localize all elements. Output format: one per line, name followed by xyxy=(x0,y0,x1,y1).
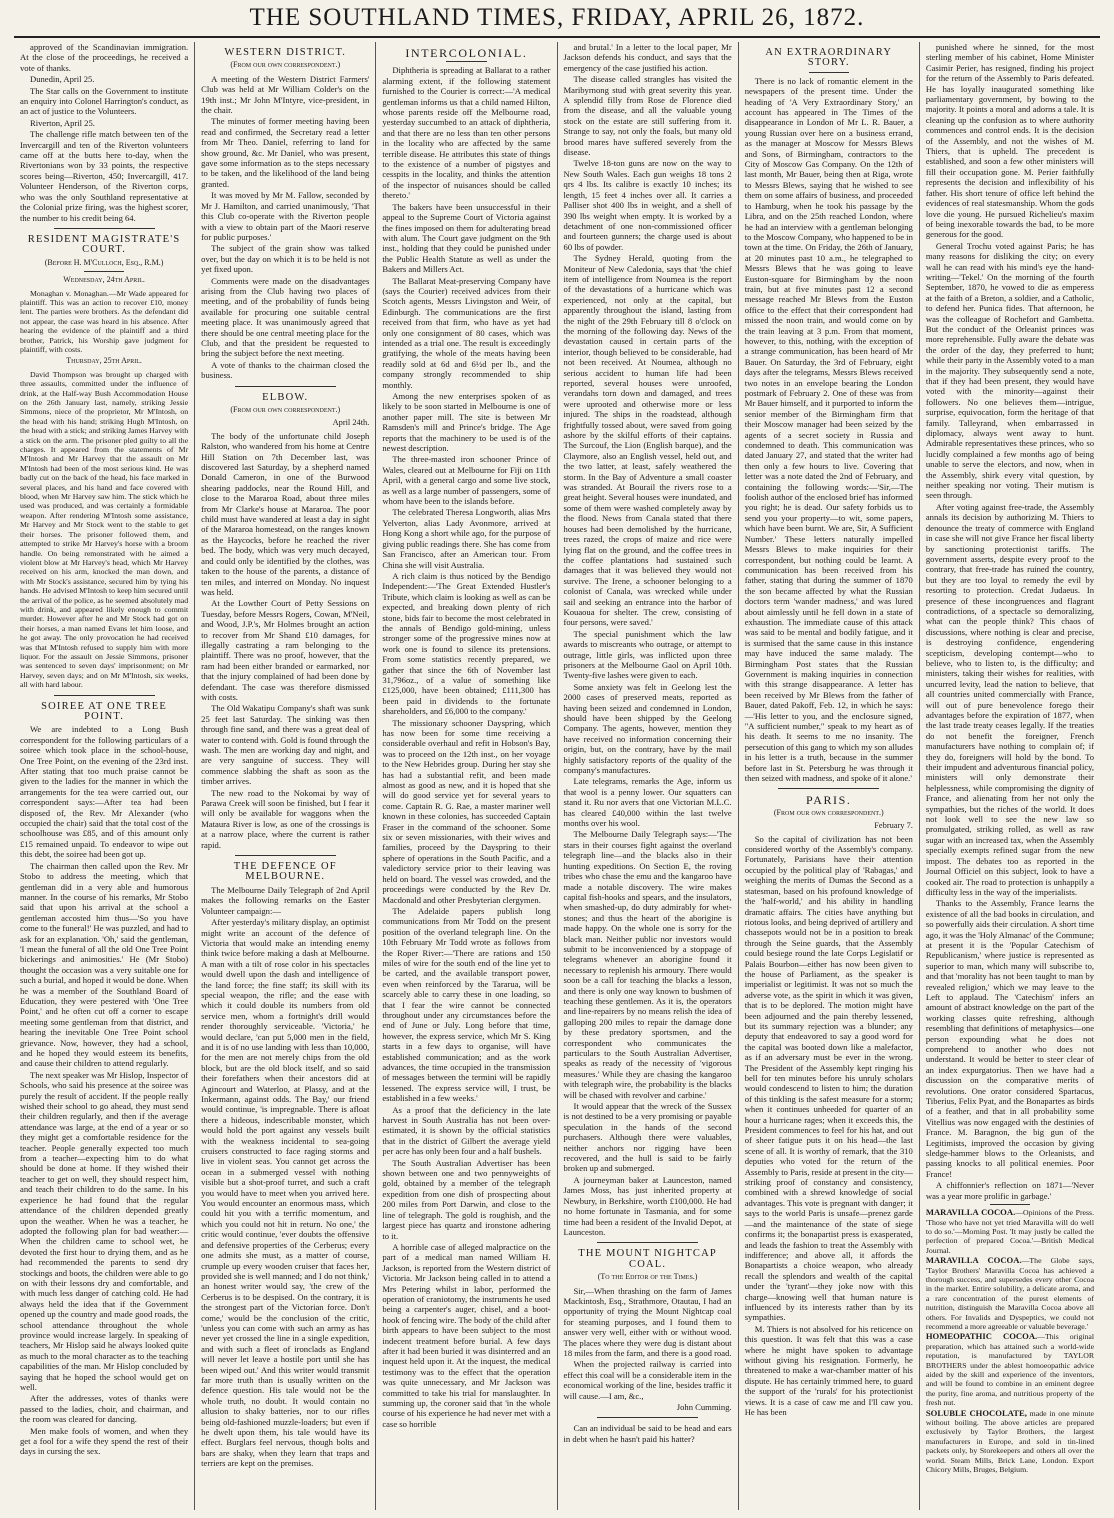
advertisement-title: SOLUBLE CHOCOLATE, xyxy=(925,1407,1027,1418)
paris-paragraph: So the capital of civilization has not been considered worthy of the Assembly's company. Fortunately, Parisians have their attention occupied by the political play of 'Rabagas,' and weighing the merits of Dumas the Second as a statesman, based on his profound knowledge of the 'half-world,' and his ability in handling dramatic affairs. The cities have anything but riotous looks, and being deprived of artillery and chassepots would not be in a position to break through the Seine guards, that the Assembly could besiege round the late Corps Legislatif or Palais Bourbon—either has now been given to the house of Parliament, as the speaker is imperialist or legitimist. It was not so much the adverse vote, as the spirit in which it was given, that is to be deplored. The motion might have been adjourned and the pain thereby lessened, but its summary rejection was a blunder; any deputy that endeavored to say a good word for the capital was booted down like a malefactor, as if an adversary must be ever in the wrong. The President of the Assembly kept ringing his bell for ten minutes before his unruly scholars would condescend to listen to him; the duration of this tinkling is the safest measure for a storm; when it continues unheeded for quarter of an hour a hurricane rages; when it exceeds this, the President commences to feel for his hat, and out of sheer fatigue puts it on his head—the last scene of all. It is worthy of remark, that the 310 deputies who voted for the return of the Assembly to Paris, reside at present in the city—striking proof of constancy and consistency, combined with a shrewd knowledge of social advantages. This vote is pregnant with danger; it says to the world Paris is unsafe—prenez garde—and the maintenance of the state of siege confirms it; the bonapartist press is exasperated, and leads the fashion to treat the Assembly with indifference; and above all, it affords the Bonapartists a choice weapon, who already recall the splendors and wealth of the capital under the 'tyrant'—they joke now with this charge—knowing well that human nature is influenced by its interests rather than by its sympathies. xyxy=(744,833,913,1323)
story-article xyxy=(745,76,913,784)
western-paragraph: It was moved by Mr M. Fallow, seconded by Mr J. Hamilton, and carried unanimously, 'That this Club co-operate with the Riverton people with a view to obtain part of the Maori reserve for public purposes.' xyxy=(201,190,370,242)
coal-letter xyxy=(564,1286,732,1401)
section-subheading: (From our own correspondent.) xyxy=(230,405,341,414)
section-heading: RESIDENT MAGISTRATE'S COURT. xyxy=(27,233,181,256)
intercolonial-paragraph: The three-masted iron schooner Prince of Wales, cleared out at Melbourne for Fiji on 11th April, with a general cargo and some live stock, as well as a large number of passengers, some of whom have been to the islands before. xyxy=(382,454,551,507)
section-heading: INTERCOLONIAL. xyxy=(405,46,528,60)
news-briefs xyxy=(20,42,188,223)
riddle: Can an individual be said to be head and ears in debt when he hasn't paid his hatter? xyxy=(563,1423,732,1444)
divider xyxy=(446,61,486,62)
divider xyxy=(84,271,124,272)
intercolonial-paragraph: The Sydney Herald, quoting from the Moniteur of New Caledonia, says that 'the chief item of intelligence from Noumea is the report of the devastations of a hurricane which was experienced, not only at the capital, but apparently throughout the island, lasting from the night of the 29th February till 8 o'clock on the morning of the following day. News of the devastation caused in certain parts of the interior, though believed to be considerable, had not been received. At Noumea, although no serious accident to human life had been reported, several houses were unroofed, verandahs torn down and damaged, and trees were uprooted and otherwise more or less injured. The ships in the roadstead, although frightfully tossed about, were saved from going ashore by the skilful efforts of their captains. The Surcouf, the Lion (English barque), and the Claymore, also an English vessel, held out, and the two latter, at least, safely weathered the storm. In the Bay of Adventure a small coaster was stranded. At Bourail the rivers rose to a great height. Several houses were inundated, and some of them were washed completely away by the flood. News from Canala stated that there houses had been demolished by the hurricane, trees razed, the crops of maize and rice were lying flat on the ground, and the coffee trees in the coffee plantations had sustained such damages that it was believed they would not survive. The Irene, a schooner belonging to a colonist of Canala, was wrecked while under sail and seeking an entrance into the harbor of Kouaoua for shelter. The crew, consisting of four persons, were saved.' xyxy=(563,253,732,628)
soiree-paragraph: The chairman then called upon the Rev. Mr Stobo to address the meeting, which that gentleman did in a very able and humorous manner. In the course of his remarks, Mr Stobo said that upon his arrival at the school a gentleman accosted him thus—'So you have come to the funeral!' He was puzzled, and had to ask for an explanation. 'Oh,' said the gentleman, 'I mean the funeral of all the old One Tree Point bickerings and animosities.' He (Mr Stobo) thought the occasion was a very suitable one for such a burial, and hoped it would be done. When he was a member of the Southland Board of Education, they were pestered with 'One Tree Point,' and he often cut off a corner to escape meeting some gentleman from that district, and hearing the inevitable One Tree Point school grievance. Now, however, they had a school, and he hoped they would esteem its benefits, and cause their children to attend regularly. xyxy=(20,860,189,1069)
western-paragraph: The minutes of former meeting having been read and confirmed, the Secretary read a letter from Mr Theo. Daniel, referring to land for show ground, &c. Mr Daniel, who was present, gave some information as to the steps necessary to be taken, and the likelihood of the land being granted. xyxy=(201,116,370,189)
letter-paragraph: Sir,—When thrashing on the farm of James Mackintosh, Esq., Strathmore, Otautau, I had an opportunity of trying the Mount Nightcap coal for steaming purposes, and I found them to answer very well, either with or without wood. The places where they were dug is distant about 18 miles from the farm, and there is a good road. xyxy=(563,1285,732,1358)
intercolonial-paragraph: The missionary schooner Dayspring, which has now been for some time receiving a considerable overhaul and refit in Hobson's Bay, was to proceed on the 12th inst., on her voyage to the New Hebrides group. During her stay she has had a substantial refit, and been made almost as good as new, and it is hoped that she will do good service yet for several years to come. Captain R. G. Rae, a master mariner well known in these colonies, has succeeded Captain Fraser in the command of the schooner. Some six or seven missionaries, with their wives and families, proceed by the Dayspring to their sphere of operations in the South Pacific, and a valedictory service prior to their leaving was held on board. The vessel was crowded, and the proceedings were conducted by the Rev Dr. Macdonald and other Presbyterian clergymen. xyxy=(382,717,551,905)
dateline: April 24th. xyxy=(332,418,370,428)
intercolonial-paragraph: Some anxiety was felt in Geelong lest the 2000 cases of preserved meats, reported as having been seized and condemned in London, should have been shipped by the Geelong Company. The agents, however, mention they have received no information concerning their origin, but, on the contrary, have by the mail highly satisfactory reports of the quality of the company's manufactures. xyxy=(563,681,732,776)
elbow-paragraph: At the Lowther Court of Petty Sessions on Tuesday, before Messrs Rogers, Cowan, M'Neil, and Wood, J.P.'s, Mr Holmes brought an action to recover from Mr Shand £10 damages, for illegally castrating a ram belonging to the plaintiff. There was no proof, however, that the ram had been either branded or earmarked, nor that the injury complained of had been done by defendant. The case was therefore dismissed with costs. xyxy=(201,598,370,702)
paris-article xyxy=(745,834,913,1418)
paris-paragraph: M. Thiers is not absolved for his reticence on this question. It was felt that this was a case where he might have spoken to advantage without giving his resignation. Formerly, he threatened to make a war-chamber matter of his dispute. He has certainly trimmed here, to guard the support of the 'rurals' for his protectionist views. It is a case of caw me and I'll caw you. He has been xyxy=(744,1323,913,1417)
intercolonial-paragraph: The Adelaide papers publish long communications from Mr Todd on the present position of the overland telegraph line. On the 10th February Mr Todd wrote as follows from the Roper River:—'There are rations and 150 miles of wire for the south end of the line yet to be carted, and the available transport power, even when reinforced by the Tararua, will be scarcely able to carry these in one loading, so that I fear the wire cannot be connected throughout under any circumstances before the end of June or July. Long before that time, however, the express service, which Mr S. King starts in a few days to organise, will have established communication; and as the work advances, the time occupied in the transmission of messages between the termini will be rapidly lessened. The express service will, I trust, be established in a few weeks.' xyxy=(382,905,551,1104)
paris-paragraph: Thanks to the Assembly, France learns the existence of all the bad books in circulation, and so powerfully aids their circulation. A short time ago, it was the 'Holy Almanac' of the Commune; at present it is the 'Popular Catechism of Republicanism,' where justice is represented as superior to man, which many will subscribe to, and that 'morality has not been taught to man by revealed religion,' which we may leave to the Left to applaud. The 'Catechism' infers an amount of abstract knowledge on the part of the working classes quite refreshing, although resembling that definitions of metaphysics—one person expounding what he does not comprehend to another who does not understand. It would be better to steer clear of an index expurgatorius. Then we have had a discussion on the comparative merits of revolutions. One orator considered Spartacus, Tiberius, Felix Pyat, and the Bonapartes as birds of a feather, and that in all probability some Vitellius was now engaged with the destinies of France. M. Baragnon, the big gun of the Legitimists, improved the occasion by giving sledge-hammer blows to the Orleanists, and passing knocks to all political enemies. Poor France! xyxy=(925,898,1095,1179)
intercolonial-paragraph: A journeyman baker at Launceston, named James Moss, has just inherited property at Newbury, in Berkshire, worth £100,000. He had no home fortunate in Tasmania, and for some time had been a resident of the Invalid Depot, at Launceston. xyxy=(563,1174,732,1237)
intercolonial-paragraph: The Ballarat Meat-preserving Company have (says the Courier) received advices from their Scotch agents, Messrs Livingston and Weir, of Edinburgh. The communications are the first received from that firm, who have as yet had only one consignment of 80 cases, which was intended as a trial one. The result is exceedingly gratifying, the whole of the meats having been readily sold at 6d and 6½d per lb., and the company strongly recommended to ship monthly. xyxy=(382,275,551,390)
divider xyxy=(235,855,336,856)
advertisement xyxy=(926,1409,1094,1475)
section-heading: SOIREE AT ONE TREE POINT. xyxy=(41,700,168,722)
news-paragraph: Dunedin, April 25. xyxy=(30,74,95,85)
advertisement-title: MARAVILLA COCOA. xyxy=(925,1255,1022,1266)
section-heading: PARIS. xyxy=(806,793,852,808)
western-paragraph: The subject of the grain show was talked over, but the day on which it is to be held is not yet fixed upon. xyxy=(201,243,370,275)
advertisement-title: HOMEOPATHIC COCOA. xyxy=(925,1331,1038,1342)
section-heading: ELBOW. xyxy=(262,391,309,403)
defence-paragraph: After yesterday's military display, an optimist might write an account of the defence of Victoria that would make an intending enemy think twice before making a dash at Melbourne. A man with a tilt of rose color in his spectacles would dwell upon the dash and intelligence of the land force; the fine staff; its skill with its special weapon, the rifle; and the ease with which it could double its numbers from old service men, whom a fortnight's drill would render thoroughly serviceable. 'Victoria,' he would declare, 'can put 5,000 men in the field, and it is of no use landing with less than 10,000, for the men are not merely chips from the old block, but are the old block itself, and so said their forefathers when their ancestors did at Agincourt and Waterloo, at Plassy, and at the Inkermann, against odds. The Bay,' our friend would continue, 'is impregnable. There is afloat there a hideous, indescribable monster, which would hold the port against any vessels built with the weakness incidental to sea-going cruisers constructed to face raging storms and live in violent seas. You cannot get across the ocean in a submerged vessel with nothing visible but a shot-proof turret, and such a craft you would have to meet when you arrived here. You would encounter an enormous mass, which could hit you with a terrific momentum, and which you could not hit in return. No one,' the critic would continue, 'ever doubts the offensive and defensive properties of the Cerberus; every one admits she must, as a matter of course, crumple up every wooden cruiser that faces her, provided she is well manned; and I do not think,' an honest writer would say, 'the crew of the Cerberus is to be despised. On the contrary, it is the strongest part of the Victorian force. Don't come,' would be the conclusion of the critic, 'unless you can come with such an army as has never yet crossed the line in a single expedition, and with such a fleet of ironclads as England will never let leave a hostile port until she has been wiped out.' And this writer would transmit far more truth than is usually written on the defence question. His tale would not be the whole truth, no doubt. It would contain no allusion to shaky batteries, nor to our rifles being old-fashioned muzzle-loaders; but even if he dwelt upon them, his tale would have its effect. Burglars feel nervous, though bolts and bars are shaky, when they learn that traps and terriers are kept on the premises. xyxy=(201,917,370,1469)
news-paragraph: The Star calls on the Government to institute an enquiry into Colonel Harrington's conduct, as an act of justice to the Volunteers. xyxy=(20,85,189,117)
divider xyxy=(235,386,336,387)
dateline: February 7. xyxy=(874,821,913,831)
paris-paragraph: General Trochu voted against Paris; he has many reasons for disliking the city; on every wall he can read with his mind's eye the hand-writing—'Tekel.' On the morning of the fourth September, 1870, he vowed to die as emperess at the faith of a Breton, a soldier, and a Catholic, to defend her. Punica fides. That afternoon, he was the colleague of Rochefort and Gambetta. But the conduct of the Orleanist princes was more reprehensible. Fully aware the debate was the order of the day, they preferred to hunt; while their party in the Assembly voted to a man in the majority. They subsequently send a note, that if they had been present, they would have voted with the minority—against their followers. No one believes them—intrigue, surprise, equivocation, form the heritage of that family. Talleyrand, when embarrassed in diplomacy, always went away to hunt. Admirable representatives these princes, who so lucidly complained a few months ago of being unable to serve the electors, and now, when in the Assembly, shirk every vital question, by neither speaking nor voting. Their mutism is seen through. xyxy=(925,240,1095,501)
western-paragraph: Comments were made on the disadvantages arising from the Club having two places of meeting, and of the probability of funds being available for procuring one suitable central meeting place. It was unanimously agreed that there should be one central meeting place for the Club, and that the president be requested to bring the subject before the next meeting. xyxy=(201,275,370,359)
news-paragraph: approved of the Scandinavian immigration. At the close of the proceedings, he received a vote of thanks. xyxy=(20,42,189,73)
soiree-paragraph: The next speaker was Mr Hislop, Inspector of Schools, who said his presence at the soiree was purely the result of accident. If the people really wished their school to go ahead, they must send their children regularly, and then if the average attendance was large, at the end of a year or so they might get a comfortable residence for the teacher. People generally expected too much from a teacher—expecting him to do what should be done at home. If they wished their teacher to get on well, they should respect him, and teach their children to do the same. In his experience he had found that the regular attendance of the children depended greatly upon the weather. When he was a teacher, he adopted the following plan for bad weather:—When the children came to school wet, he devoted the first hour to drying them, and as he had recommended the parents to send dry stockings and boots, the children were able to go on with their lessons dry and comfortable, and with much less danger of catching cold. He had always held the idea that if the Government opened up the country and made good roads, the school attendance throughout the whole province would increase largely. In speaking of teachers, Mr Hislop said he always looked quite as much to the moral character as to the teaching capabilities of the man. Mr Hislop concluded by saying that he hoped the school would get on well. xyxy=(20,1069,189,1392)
intercolonial-article xyxy=(382,65,550,1429)
court-date: Wednesday, 24th April. xyxy=(63,275,145,285)
section-heading: THE MOUNT NIGHTCAP COAL. xyxy=(578,1248,717,1270)
column-1 xyxy=(14,42,195,1510)
column-2 xyxy=(195,42,376,1510)
story-paragraph: There is no lack of romantic element in the newspapers of the present time. Under the heading of 'A Very Extraordinary Story,' an account has appeared in The Times of the disappearance in London of Mr L. R. Bauer, a young Russian over here on a business errand, as the manager at Moscow for Messrs Blews and Sons, of Birmingham, contractors to the City of Moscow Gas Company. On the 12th of last month, Mr Bauer, being then at Riga, wrote to Messrs Blews, saying that he wished to see them on some affairs of business, and proceeded to Hamburg, when he took his passage by the Libra, and on the 25th reached London, where he had an interview with a gentleman belonging to the Moscow Company, who happened to be in town at the time. On Friday, the 26th of January, at 20 minutes past 10 a.m., he telegraphed to Messrs Blews that he was going to leave Euston-square for Birmingham by the noon train, but at five minutes past 12 a second message reached Mr Blews from the Euston office to the effect that their correspondent had missed the noon train, and would come on by the train leaving at 3 p.m. From that moment, however, to this, nothing, with the exception of a strange communication, has been heard of Mr Bauer. On Saturday, the 3rd of February, eight days after the telegrams, Messrs Blews received two notes in an envelope bearing the London postmark of February 2. One of these was from Mr Bauer himself, and it purported to inform the senior member of the Birmingham firm that their Moscow manager had been seized by the agents of a secret society in Russia and condemned to death. This communication was dated January 27, and stated that the writer had then only a few hours to live. Covering that letter was a note dated the 2nd of February, and containing the following words:—'Sir,—The foolish author of the enclosed brief has informed you right; he is dead. Our safety forbids us to send you your property—to wit, some papers, which have been burnt. We are, Sir, A Sufficient Number.' These letters naturally impelled Messrs Blews to make inquiries for their correspondent, but nothing could be learnt. A communication has been received from his father, stating that during the summer of 1870 the son became affected by what the Russian doctors term 'wander madness,' and was lured about aimlessly until he fell down in a state of exhaustion. The immediate cause of this attack was said to be mental and bodily fatigue, and it is surmised that the same cause in this instance may have induced the same malady. The Birmingham Post states that the Russian Government is making inquiries in connection with this strange disappearance. A letter has been received by Mr Blews from the father of Bauer, dated Pakoff, Feb. 12, in which he says:—'His letter to you, and the enclosure signed, "A sufficient number," speak to my heart as of his death. It seems to me no insanity. The persecution of this gang to which my son alludes in his letter is a truth, because in the summer before last in St. Petersburg he was through it then seized with madness, and spoke of it alone.' xyxy=(744,75,913,784)
intercolonial-paragraph: Diphtheria is spreading at Ballarat to a rather alarming extent, if the following statement furnished to the Courier is correct:—'A medical gentleman informs us that a child named Hilton, whose parents reside off the Melbourne road, yesterday succumbed to an attack of diphtheria, and that there are no less than ten other persons in the locality who are affected by the same terrible disease. He attributes this state of things to the existence of a number of pigstyes and cesspits in the locality, and thinks the attention of the inspector of nuisances should be called thereto.' xyxy=(382,65,551,201)
columns xyxy=(14,42,1100,1510)
court-date: Thursday, 25th April. xyxy=(66,356,142,366)
letter-signature: John Cumming. xyxy=(676,1402,732,1412)
column-4 xyxy=(558,42,739,1510)
western-paragraph: A meeting of the Western District Farmers' Club was held at Mr William Colder's on the 19th inst.; Mr John M'Intyre, vice-president, in the chair. xyxy=(201,73,370,116)
divider xyxy=(778,788,879,789)
divider xyxy=(597,1417,698,1418)
paris-continued xyxy=(926,42,1094,1201)
divider xyxy=(54,695,155,696)
intercolonial-paragraph: It would appear that the wreck of the Sussex is not destined to be a very promising or payable speculation in the hands of the second purchasers. Although there were valuables, neither anchors nor rigging have been recovered, and the hull is said to be fairly broken up and submerged. xyxy=(563,1101,732,1174)
intercolonial-paragraph: The bakers have been unsuccessful in their appeal to the Supreme Court of Victoria against the fines imposed on them for adulterating bread with alum. The Court gave judgment on the 9th inst., holding that they could be punished under the Public Health Statute as well as under the Bakers and Millers Act. xyxy=(382,201,551,275)
advertisement-text: —The Globe says, 'Taylor Brothers' Maravilla Cocoa has achieved a thorough success, and supersedes every other Cocoa in the market. Entire solubility, a delicate aroma, and a rare concentration of the purest elements of nutrition, distinguish the Maravilla Cocoa above all others. For Invalids and Dyspeptics, we could not recommend a more agreeable or valuable beverage.' xyxy=(925,1256,1095,1331)
divider xyxy=(54,228,155,229)
paris-paragraph: After voting against free-trade, the Assembly annals its decision by authorizing M. Thiers to denounce the treaty of commerce with England in case she will not give France her fiscal liberty by sanctioning protectionist tariffs. The government asserts, despite every proof to the contrary, that free-trade has ruined the country, but they are too loyal to remedy the evil by resorting to protection. Credat Judaeus. In presence of these incongruences and flagrant contradictions, of a spectacle so demoralizing, what can the people think? This chaos of discussions, where nothing is clear and precise, is destroying confidence, engendering scepticism, developing contempt—who to believe, who to listen to, is the difficulty; and ministers, taking their wishes for realities, with uncurred levity, lead the nation to believe, that all countries united commercially with France, will out of pure benevolence forego their advantages before the expiration of 1877, when the last trade treaty ceases legally. If the treaties do not benefit the foreigner, French manufacturers have nothing to complain of; if they do, foreigners will hold by the bond. To their impudent and adventurous financial policy, ministers will only demonstrate their helplessness, while compromising the dignity of France, and alienating from her not only the sympathies, but the riches of the world. It does not look well to see the new law so promulgated, striking rolled, as well as raw sugar with an increased tax, when the Assembly specially exempts refined sugar from the new impost. The debates too as reported in the Journal Officiel on this subject, look to have a cooked air. The road to protection is unhappily a difficulty less in the way of the imperialists. xyxy=(925,501,1095,897)
court-report xyxy=(20,289,188,355)
intercolonial-paragraph: and brutal.' In a letter to the local paper, Mr Jackson defends his conduct, and says that the emergency of the case justified his action. xyxy=(563,42,732,73)
intercolonial-paragraph: The celebrated Theresa Longworth, alias Mrs Yelverton, alias Lady Avonmore, arrived at Hong Kong a short while ago, for the purpose of giving public readings there. She has come from San Francisco, after an American tour. From China she will visit Australia. xyxy=(382,507,551,570)
advertisement xyxy=(926,1208,1094,1255)
advertisement xyxy=(926,1332,1094,1407)
divider xyxy=(809,72,849,73)
intercolonial-paragraph: A horrible case of alleged malpractice on the part of a medical man named William H. Jackson, is reported from the Western district of Victoria. Mr Jackson being called in to attend a Mrs Petering whilst in labor, performed the operation of craniotomy, the instruments he used being a carpenter's auger, chisel, and a boot-hook of fencing wire. The body of the child after birth appears to have been subject to the most indecent treatment before burial. A few days after it had been buried it was disinterred and an inquest held upon it. At the inquest, the medical testimony was to the effect that the operation was quite unnecessary, and Mr Jackson was committed to take his trial for manslaughter. In summing up, the coroner said that 'in the whole course of his experience he had never met with a case so horrible xyxy=(382,1241,551,1429)
intercolonial-continued xyxy=(564,42,732,1237)
section-subheading: (From our own correspondent.) xyxy=(230,60,341,70)
intercolonial-paragraph: The South Australian Advertiser has been shown between one and two pennyweights of gold, obtained by a member of the telegraph expedition from one dish of prospecting about 200 miles from Port Darwin, and close to the line of telegraph. The gold is roughish, and the largest piece has quartz and ironstone adhering to it. xyxy=(382,1157,551,1241)
advertisement-text: —Opinions of the Press. 'Those who have not yet tried Maravilla will do well to do so.'—Morning Post. 'It may justly be called the perfection of prepared Cocoa.'—British Medical Journal. xyxy=(925,1208,1095,1255)
advertisements xyxy=(926,1208,1094,1474)
intercolonial-paragraph: A rich claim is thus noticed by the Bendigo Independent:—'The Great Extended Hustler's Tribute, which claim is looking as well as can be expected, and breaking down plenty of rich stone, bids fair to become the most celebrated in the annals of Bendigo gold-mining, unless stronger some of the progressive mines now at work one is found to silence its pretensions. From some statistics recently prepared, we gather that since the 6th of November last 31,796oz., of a value of something like £125,000, have been obtained; £111,300 has been paid in dividends to the fortunate shareholders, and £6,000 to the company.' xyxy=(382,570,551,717)
soiree-paragraph: After the addresses, votes of thanks were passed to the ladies, choir, and chairman, and the room was cleared for dancing. xyxy=(20,1393,189,1425)
intercolonial-paragraph: The disease called strangles has visited the Maribyrnong stud with great severity this year. A splendid filly from Rose de Florence died from the disease, and all the valuable young stock on the estate are still suffering from it. Strange to say, not only the foals, but many old brood mares have suffered severely from the disease. xyxy=(563,74,732,158)
defence-paragraph: The Melbourne Daily Telegraph of 2nd April makes the following remarks on the Easter Volunteer campaign:— xyxy=(201,884,370,916)
soiree-paragraph: We are indebted to a Long Bush correspondent for the following particulars of a soiree which took place in the school-house, One Tree Point, on the evening of the 23rd inst. After stating that too much praise cannot be given to the ladies for the manner in which the arrangements for the tea were carried out, our correspondent says:—After tea had been disposed of, the Rev. Mr Alexander (who occupied the chair) said that the total cost of the schoolhouse was £85, and of this amount only £15 remained unpaid. To endeavor to wipe out this debt, the soiree had been got up. xyxy=(20,724,189,860)
section-subheading: (Before H. M'Culloch, Esq., R.M.) xyxy=(44,257,164,267)
soiree-article xyxy=(20,724,188,1456)
advertisement-title: MARAVILLA COCOA. xyxy=(925,1207,1016,1218)
divider xyxy=(990,1204,1030,1205)
paris-paragraph: punished where he sinned, for the most sterling member of his cabinet, Home Minister Casimir Perier, has resigned, finding his project for the return of the Assembly to Paris defeated. He has loyally inaugurated something like parliamentary government, by bowing to the majority. It points a moral and adorns a tale. It is cleaning up the confusion as to where authority commences and control ends. It is the decision of the Assembly, and not the wishes of M. Thiers, that is upheld. The precedent is established, and soon a few other ministers will fill their occupation gone. M. Perier faithfully represents the decision and inflexibility of his father. His short tenure of office left behind the evidences of real statesmanship. Whom the gods love die young. He pursued Richelieu's maxim of being inexorable towards the bad, to be more generous for the good. xyxy=(925,42,1095,240)
news-paragraph: Riverton, April 25. xyxy=(30,117,95,128)
section-subheading: (From our own correspondent.) xyxy=(773,807,884,817)
section-subheading: (To the Editor of the Times.) xyxy=(597,1272,698,1282)
section-heading: WESTERN DISTRICT. xyxy=(224,47,347,58)
soiree-paragraph: Men make fools of women, and when they get a fool for a wife they spend the rest of their days in cursing the sex. xyxy=(20,1425,189,1457)
elbow-paragraph: The new road to the Nokomai by way of Parawa Creek will soon be finished, but I fear it will only be available for waggons when the Mataura River is low, as one of the crossings is at a narrow place, where the current is rather rapid. xyxy=(201,787,370,850)
intercolonial-paragraph: Twelve 18-ton guns are now on the way to New South Wales. Each gun weighs 18 tons 2 qrs 4 lbs. Its calibre is exactly 10 inches; its length, 15 feet 4 inches over all. It carries a Palliser shot 400 lbs in weight, and a shell of 390 lbs weight when empty. It is worked by a detachment of one non-commissioned officer and fourteen gunners; the charge used is about 60 lbs of powder. xyxy=(563,158,732,252)
intercolonial-paragraph: As a proof that the deficiency in the late harvest in South Australia has not been over-estimated, it is shown by the official statistics that in the district of Gilbert the average yield per acre has only been four and a half bushels. xyxy=(382,1104,551,1157)
intercolonial-paragraph: The Melbourne Daily Telegraph says:—'The stars in their courses fight against the overland telegraph line—and the blacks also in their hunting expeditions. On Section E, the roving tribes who chase the emu and the kangaroo have made a notable discovery. The wire makes capital fish-hooks and spears, and the insulators, when smashed-up, do duty admirably for whet-stones; and thus the heart of the aborigine is made happy. On the whole one is sorry for the black man. Neither public nor investors would submit to be inconvenienced by a stoppage of telegrams whenever an aborigine found it necessary to replenish his armoury. There would soon be a call for teaching the blacks a lesson, and there is only one way known to bushmen of teaching these gentlemen. As it is, the operators and line-repairers by no means relish the idea of galloping 200 miles to repair the damage done by these predatory sportsmen, and the correspondent who communicates the particulars to the South Australian Advertiser, speaks as ready of the necessity of 'vigorous measures.' While they are chasing the kangaroo with telegraph wire, the probability is the blacks will be chased with revolver and carbine.' xyxy=(563,829,732,1100)
intercolonial-paragraph: Among the new enterprises spoken of as likely to be soon started in Melbourne is one of another paper mill. The site is between Mr Ramsden's mill and Prince's bridge. The Age reports that the machinery to be used is of the newest description. xyxy=(382,391,551,454)
elbow-paragraph: The Old Wakatipu Company's shaft was sunk 25 feet last Saturday. The sinking was then through fine sand, and there was a great deal of water to contend with. Gold is found through the wash. The men are working day and night, and are very sanguine of success. They will commence slabbing the shaft as soon as the timber arrives. xyxy=(201,703,370,787)
elbow-article xyxy=(201,431,369,850)
section-heading: THE DEFENCE OF MELBOURNE. xyxy=(233,861,337,883)
intercolonial-paragraph: Late telegrams, remarks the Age, inform us that wool is a penny lower. Our squatters can stand it. Ru nor avers that one Victorian M.L.C. has cleared £40,000 within the last twelve months over his wool. xyxy=(563,776,732,829)
column-6 xyxy=(920,42,1100,1510)
western-paragraph: A vote of thanks to the chairman closed the business. xyxy=(201,359,370,381)
advertisement xyxy=(926,1256,1094,1331)
elbow-paragraph: The body of the unfortunate child Joseph Ralston, who wandered from his home at Centre Hill Station on 7th December last, was discovered last Saturday, by a shepherd named Donald Cameron, in one of the Burwood shearing paddocks, near the Round Hill, and close to the Mararoa Road, about three miles from Mr Clarke's house at Mararoa. The poor child must have wandered at least a day in sight of the Mararoa homestead, on the ranges known as the Haycocks, before he reached the river bed. The body, which was very much decayed, and could only be identified by the clothes, was taken to the house of the parents, a distance of ten miles, and interred on Monday. No inquest was held. xyxy=(201,430,370,597)
column-3 xyxy=(376,42,557,1510)
news-paragraph: The challenge rifle match between ten of the Invercargill and ten of the Riverton volunteers came off at the butts here to-day, when the Rivertonians won by 33 points, the respective scores being—Riverton, 450; Invercargill, 417. Volunteer Henderson, of the Riverton corps, who was the only Southland representative at the Colonial prize firing, was the highest scorer, the number to his credit being 64. xyxy=(20,129,189,223)
divider xyxy=(597,1242,698,1243)
advertisement-text: —This original preparation, which has attained such a world-wide reputation, is manufactured by TAYLOR BROTHERS under the ablest homoeopathic advice aided by the skill and experience of the inventors, and will be found to combine in an eminent degree the purity, fine aroma, and nutritious property of the fresh nut. xyxy=(925,1332,1095,1408)
advertisement-text: made in one minute without boiling. The above articles are prepared exclusively by Taylor Brothers, the largest manufacturers in Europe, and sold in tin-lined packets only, by Storekeepers and others all over the world. Steam Mills, Brick Lane, London. Export Chicory Mills, Bruges, Belgium. xyxy=(925,1408,1095,1475)
court-paragraph: Monaghan v. Monaghan.—Mr Wade appeared for plaintiff. This was an action to recover £10, money lent. The parties were brothers. As the defendant did not appear, the case was heard in his absence. After hearing the evidence of the plaintiff and a third brother, Patrick, his Worship gave judgment for plaintiff, with costs. xyxy=(20,288,189,354)
masthead: THE SOUTHLAND TIMES, FRIDAY, APRIL 26, 1872. xyxy=(14,0,1100,38)
court-report xyxy=(20,370,188,690)
defence-article xyxy=(201,885,369,1469)
western-article xyxy=(201,74,369,381)
intercolonial-paragraph: The special punishment which the law awards to miscreants who outrage, or attempt to outrage, little girls, was inflicted upon three prisoners at the Melbourne Gaol on April 10th. Twenty-five lashes were given to each. xyxy=(563,628,732,681)
section-heading: AN EXTRAORDINARY STORY. xyxy=(765,47,893,69)
paris-paragraph: A chiffonnier's reflection on 1871—'Never was a year more prolific in garbage.' xyxy=(925,1180,1095,1201)
court-paragraph: David Thompson was brought up charged with three assaults, committed under the influence of drink, at the Half-way Bush Accommodation House on the 26th January last, namely, striking Jessie Simmons, niece of the proprietor, Mr M'Intosh, on the head with his hand; striking Hugh M'Intosh, on the head with a stick; and striking James Harvey with a stick on the arm. The prisoner pled guilty to all the charges. It appeared from the statements of Mr M'Intosh and Mr Harvey that the assault on Mr M'Intosh had been of the most serious kind. He was badly cut on the back of the head, his face marked in several places, and his hand and face covered with blood, when Mr Harvey saw him. The stick which he used was produced, and was certainly a formidable weapon. After rendering M'Intosh some assistance, Mr Harvey and Mr Stock went to the stable to get their horses. The prisoner followed them, and attempted to strike Mr Harvey's horse with a broom handle. On being remonstrated with he aimed a violent blow at Mr Harvey's head, which Mr Harvey received on his arm, knocked the man down, and with Mr Stock's assistance, secured him by tying his hands. He advised M'Intosh to keep him secured until the arrival of the police, as he seemed absolutely mad with drink, and appeared likely enough to commit murder. However after he and Mr Stock had got on their horses, a man named Evans let him loose, and he got away. The only provocation he had received was that M'Intosh refused to supply him with more liquor. For the assault on Jessie Simmons, prisoner was sentenced to seven days' imprisonment; on Mr Harvey, seven days; and on Mr M'Intosh, six weeks, all with hard labour. xyxy=(20,369,189,690)
column-5 xyxy=(739,42,920,1510)
letter-paragraph: When the projected railway is carried into effect this coal will be a considerable item in the economical working of the line, besides traffic it will cause.—I am, &c., xyxy=(563,1359,732,1401)
